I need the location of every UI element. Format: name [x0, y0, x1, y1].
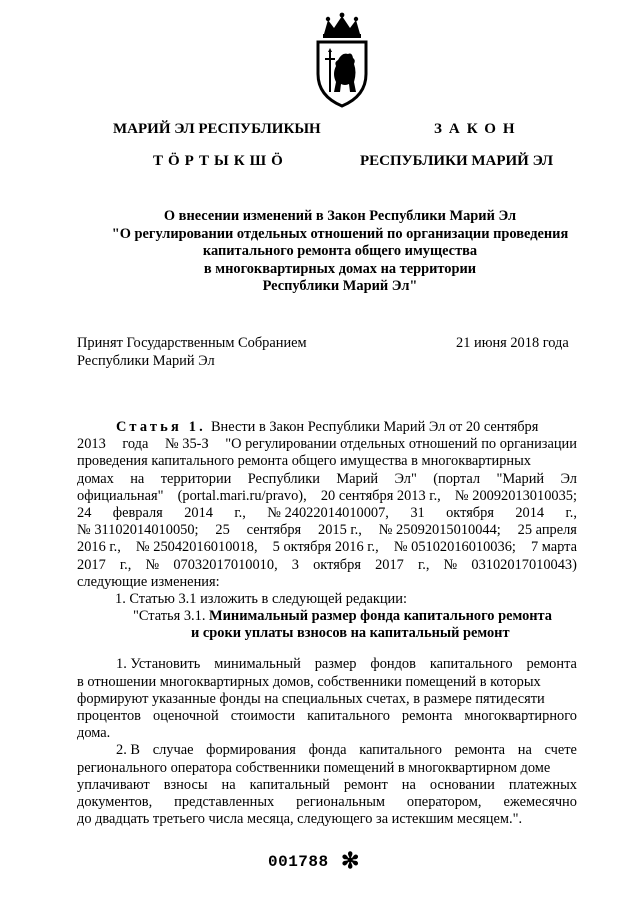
article-line: [77, 557, 577, 574]
text-segment: 2017: [77, 556, 106, 573]
text-segment: №: [145, 556, 160, 573]
text-segment: размер: [314, 656, 357, 673]
article-line: [77, 505, 577, 522]
text-segment: 2013: [77, 436, 106, 453]
text-segment: официальная": [77, 487, 164, 504]
text-segment: 5 октября 2016 г.,: [272, 539, 379, 556]
spacer: [77, 642, 577, 656]
text-segment: на: [221, 776, 236, 793]
text-segment: документов,: [77, 793, 153, 810]
text-segment: г.,: [565, 504, 577, 521]
article-line: [77, 436, 577, 453]
text-segment: случае: [152, 742, 194, 759]
adoption-line2: Республики Марий Эл: [77, 353, 215, 369]
text-segment: Марий: [336, 470, 379, 487]
para1-last-line: дома.: [77, 725, 111, 742]
article-line: [77, 471, 577, 488]
law-title: [60, 208, 620, 296]
text-segment: регионального оператора собственники помещений в многоквартирном доме: [77, 759, 551, 776]
text-segment: 2. В: [116, 742, 140, 759]
article-line: [77, 453, 577, 470]
text-segment: формирования: [206, 742, 296, 759]
text-segment: счете: [544, 742, 577, 759]
text-segment: многоквартирного: [464, 708, 577, 724]
text-segment: 2014: [515, 504, 545, 521]
text-segment: №: [443, 556, 458, 573]
text-segment: сентября: [246, 522, 302, 539]
para1-line: [77, 708, 577, 725]
article-last-line: следующие изменения:: [77, 573, 220, 590]
text-segment: № 35-З: [164, 436, 209, 453]
item-1-text: 1. Статью 3.1 изложить в следующей редакции:: [115, 590, 407, 607]
text-segment: Эл: [560, 470, 577, 487]
header-right-line1: ЗАКОН: [434, 121, 522, 137]
text-segment: домах: [77, 470, 114, 487]
text-segment: октября: [313, 556, 361, 573]
text-segment: территории: [160, 470, 232, 487]
text-segment: капитального: [307, 708, 390, 724]
text-segment: 31: [410, 504, 425, 521]
text-segment: № 25092015010044;: [378, 522, 501, 539]
header-left-line2: ТӦРТЫКШӦ: [153, 153, 288, 169]
article-line: [77, 522, 577, 539]
text-segment: № 24022014010007,: [267, 504, 389, 521]
text-segment: фондов: [370, 656, 416, 673]
text-segment: уплачивают: [77, 776, 150, 793]
text-segment: № 25042016010018,: [135, 539, 258, 556]
adoption-date: 21 июня 2018 года: [456, 335, 569, 351]
text-segment: взносы: [163, 776, 208, 793]
para2-line: [77, 794, 577, 811]
text-segment: 2014: [184, 504, 213, 521]
para2-line: [77, 742, 577, 759]
text-segment: 25 апреля: [517, 522, 577, 539]
text-segment: на: [401, 776, 416, 793]
text-segment: в отношении многоквартирных домов, собственники помещений в которых: [77, 673, 541, 690]
text-segment: 2015 г.,: [318, 522, 362, 539]
text-segment: на: [130, 470, 145, 487]
text-segment: ежемесячно: [503, 793, 577, 810]
quote-heading-line2: [77, 625, 577, 642]
text-segment: "О регулировании отдельных отношений по организации: [225, 436, 577, 453]
item-1: [77, 591, 577, 608]
para1-line: [77, 656, 577, 673]
quote-prefix: "Статья 3.1.: [133, 608, 206, 625]
header-right-line2: РЕСПУБЛИКИ МАРИЙ ЭЛ: [360, 153, 554, 169]
article-line: [77, 488, 577, 505]
text-segment: г.,: [417, 556, 430, 573]
text-segment: формируют указанные фонды на специальных счетах, в размере пятидесяти: [77, 690, 545, 707]
text-segment: 20 сентября 2013 г.,: [320, 487, 441, 504]
text-segment: 2016 г.,: [77, 539, 121, 556]
text-segment: на: [517, 742, 532, 759]
text-segment: № 05102016010036;: [393, 539, 516, 556]
text-segment: 1. Установить: [116, 656, 201, 673]
text-segment: февраля: [112, 504, 163, 521]
title-line: капитального ремонта общего имущества: [202, 243, 478, 260]
article-line: [77, 419, 577, 436]
quote-heading-row: [77, 608, 577, 625]
text-segment: региональным: [296, 793, 385, 810]
text-segment: октября: [446, 504, 494, 521]
text-segment: оператором,: [406, 793, 482, 810]
text-segment: 03102017010043): [471, 556, 577, 573]
text-segment: фонда: [308, 742, 347, 759]
text-segment: "Марий: [496, 470, 545, 487]
text-segment: 07032017010010,: [173, 556, 278, 573]
coat-of-arms-emblem: [312, 12, 372, 110]
article-line: [77, 539, 577, 556]
title-line: Республики Марий Эл": [262, 278, 418, 295]
text-segment: 24: [77, 504, 92, 521]
text-segment: минимальный: [214, 656, 301, 673]
quote-heading1: Минимальный размер фонда капитального ремонта: [209, 608, 552, 625]
quote-heading2: и сроки уплаты взносов на капитальный ремонт: [191, 625, 510, 642]
para1-line: [77, 691, 577, 708]
quote-heading-line1: [77, 608, 577, 625]
text-segment: г.,: [234, 504, 246, 521]
text-segment: 7 марта: [530, 539, 577, 556]
text-segment: 3: [291, 556, 299, 573]
article-body: [77, 419, 577, 828]
text-segment: капитального: [429, 656, 513, 673]
text-segment: 2017: [375, 556, 404, 573]
text-segment: капитальный: [249, 776, 330, 793]
document-serial-number: 001788: [268, 853, 329, 871]
text-segment: № 20092013010035;: [454, 487, 577, 504]
text-segment: стоимости: [230, 708, 296, 724]
para1-line: [77, 674, 577, 691]
title-line: "О регулировании отдельных отношений по организации проведения: [111, 225, 569, 242]
title-line: в многоквартирных домах на территории: [203, 260, 477, 277]
text-segment: Республики: [247, 470, 320, 487]
text-segment: платежных: [508, 776, 577, 793]
text-segment: г.,: [119, 556, 132, 573]
text-segment: ремонта: [526, 656, 577, 673]
article-label: Статья 1.: [116, 419, 206, 435]
asterisk-mark-icon: ✻: [341, 848, 360, 873]
text-segment: года: [122, 436, 149, 453]
text-segment: (portal.mari.ru/pravo),: [177, 487, 307, 504]
text-segment: (портал: [433, 470, 481, 487]
para2-last-line: до двадцать третьего числа месяца, следующего за истекшим месяцем.".: [77, 811, 523, 828]
text-segment: ремонта: [401, 708, 453, 724]
text-segment: № 31102014010050;: [77, 522, 199, 539]
title-line: О внесении изменений в Закон Республики Марий Эл: [163, 208, 517, 224]
text-segment: Эл": [394, 470, 417, 487]
text-segment: 25: [215, 522, 230, 539]
text-segment: оценочной: [153, 708, 219, 724]
header-left-line1: МАРИЙ ЭЛ РЕСПУБЛИКЫН: [113, 121, 321, 137]
article-text: Внести в Закон Республики Марий Эл от 20 сентября: [210, 419, 539, 435]
text-segment: основании: [429, 776, 495, 793]
para2-line: [77, 760, 577, 777]
text-segment: капитального: [359, 742, 442, 759]
text-segment: процентов: [77, 708, 141, 724]
text-segment: ремонта: [454, 742, 506, 759]
adoption-line1: Принят Государственным Собранием: [77, 335, 307, 351]
text-segment: проведения капитального ремонта общего имущества в многоквартирных: [77, 453, 531, 470]
para2-line: [77, 777, 577, 794]
text-segment: ремонт: [343, 776, 388, 793]
text-segment: представленных: [174, 793, 275, 810]
